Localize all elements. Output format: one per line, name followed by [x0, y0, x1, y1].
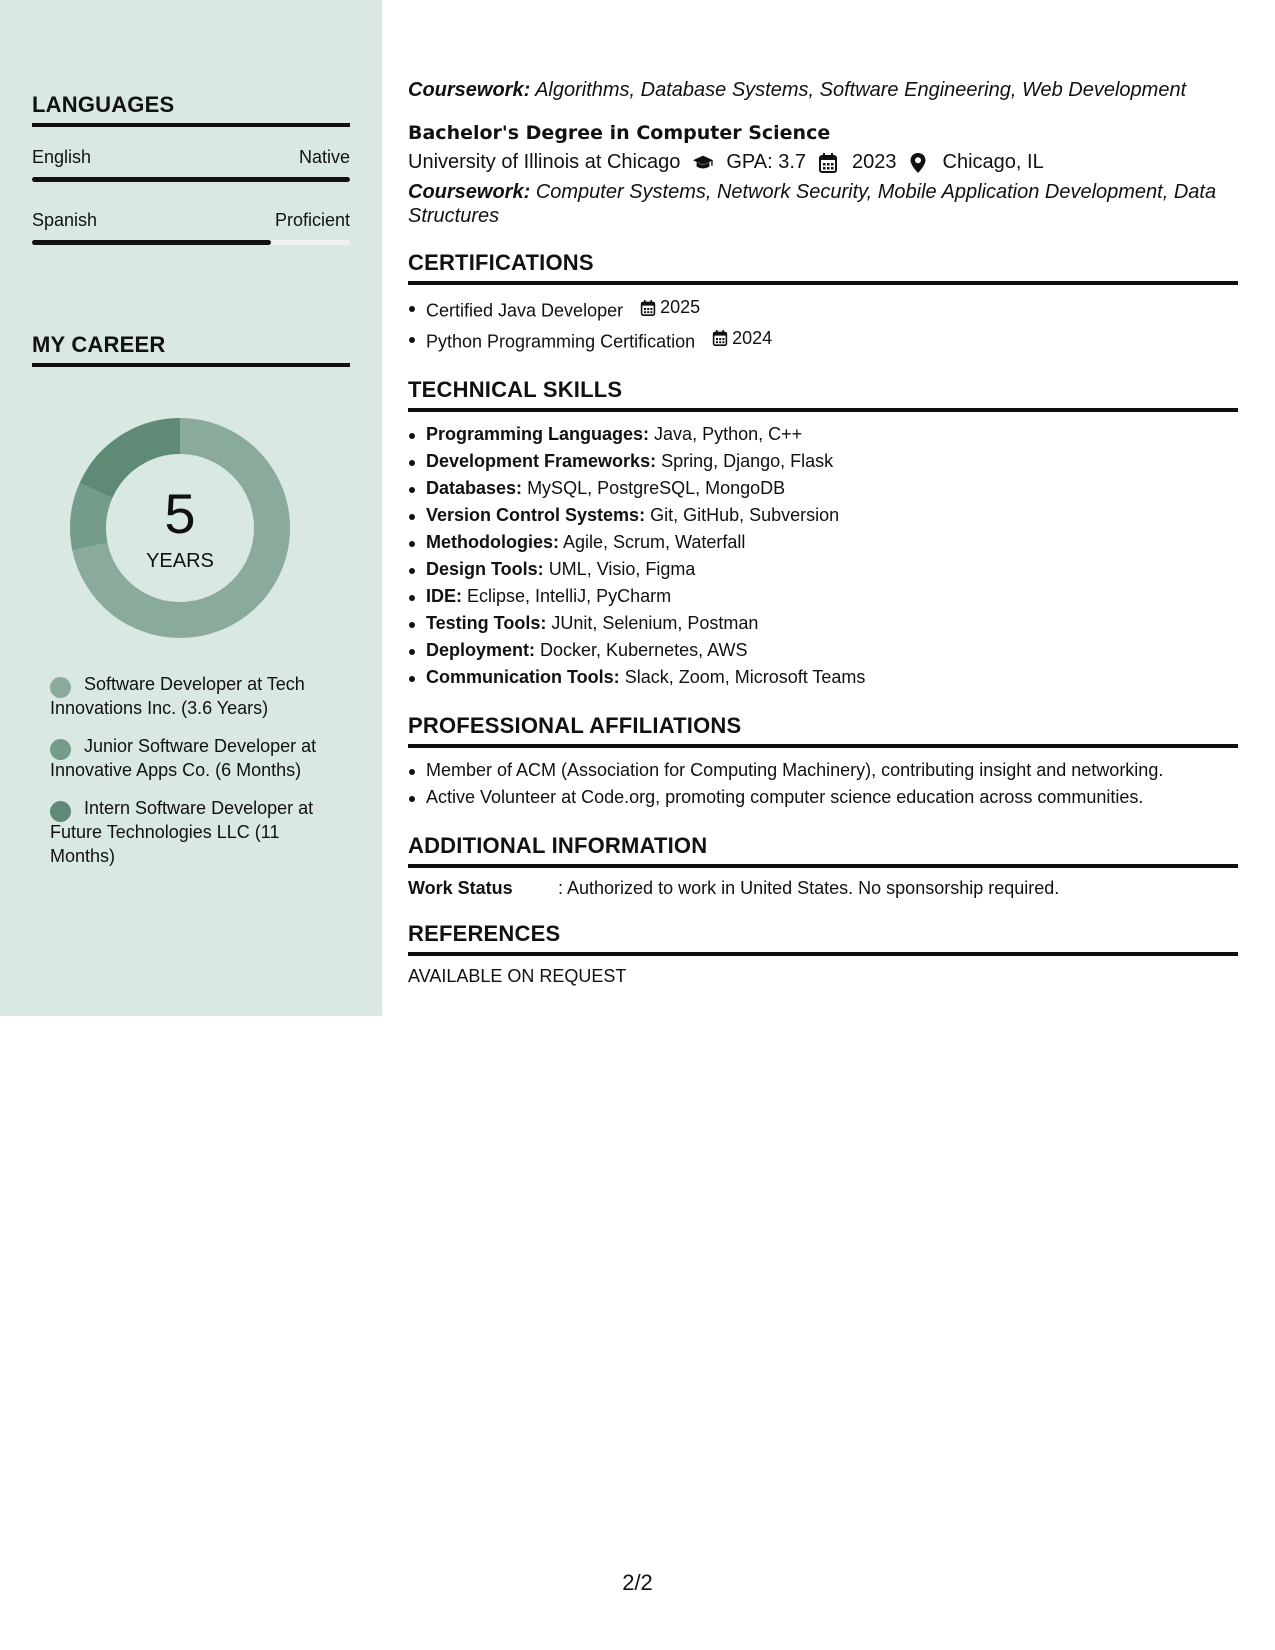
affiliation-item: Member of ACM (Association for Computing Machinery), contributing insight and networking.	[408, 757, 1238, 784]
coursework-text: Computer Systems, Network Security, Mobile Application Development, Data Structures	[408, 181, 1217, 227]
coursework-label: Coursework:	[408, 79, 531, 101]
skill-value: JUnit, Selenium, Postman	[551, 613, 759, 633]
sidebar	[0, 0, 382, 1016]
language-level-fill	[32, 240, 271, 245]
career-legend-label: Software Developer at Tech Innovations Inc. (3.6 Years)	[50, 674, 305, 718]
career-years-number: 5	[164, 482, 196, 545]
skill-label: Methodologies:	[426, 532, 559, 552]
coursework-label: Coursework:	[408, 181, 531, 203]
certifications-section	[408, 250, 1238, 355]
certifications-heading: CERTIFICATIONS	[408, 250, 1238, 285]
additional-info-heading: ADDITIONAL INFORMATION	[408, 833, 1238, 868]
skill-label: Development Frameworks:	[426, 451, 657, 471]
affiliation-item: Active Volunteer at Code.org, promoting computer science education across communities.	[408, 784, 1238, 811]
coursework-line	[408, 78, 1238, 102]
references-heading: REFERENCES	[408, 921, 1238, 956]
career-heading: MY CAREER	[32, 332, 350, 367]
legend-dot	[50, 739, 71, 760]
skill-value: Eclipse, IntelliJ, PyCharm	[467, 586, 672, 606]
graduation-cap-icon	[692, 152, 714, 174]
languages-heading: LANGUAGES	[32, 92, 350, 127]
career-years-label: YEARS	[146, 550, 214, 572]
language-name: Spanish	[32, 210, 98, 230]
references-text: AVAILABLE ON REQUEST	[408, 966, 627, 986]
work-status-value: : Authorized to work in United States. No sponsorship required.	[558, 878, 1060, 898]
skill-value: Git, GitHub, Subversion	[650, 505, 840, 525]
technical-skills-heading: TECHNICAL SKILLS	[408, 377, 1238, 412]
calendar-icon	[818, 152, 840, 174]
skill-item	[408, 421, 1238, 448]
donut-center	[64, 412, 296, 644]
skill-value: Docker, Kubernetes, AWS	[540, 640, 748, 660]
career-legend-label: Intern Software Developer at Future Technologies LLC (11 Months)	[50, 798, 314, 866]
language-name: English	[32, 147, 92, 167]
language-level-fill	[32, 177, 350, 182]
skill-value: Spring, Django, Flask	[661, 451, 834, 471]
certification-date	[712, 325, 772, 352]
language-level: Proficient	[274, 210, 350, 230]
career-legend-item	[50, 796, 340, 868]
legend-dot	[50, 677, 71, 698]
calendar-icon	[712, 329, 728, 347]
skill-label: Programming Languages:	[426, 424, 650, 444]
skill-value: Agile, Scrum, Waterfall	[563, 532, 746, 552]
university-name: University of Illinois at Chicago	[408, 151, 681, 173]
skill-item	[408, 556, 1238, 583]
education-details	[408, 151, 1238, 174]
page-number: 2/2	[622, 1570, 653, 1595]
career-legend-label: Junior Software Developer at Innovative Apps Co. (6 Months)	[50, 736, 317, 780]
language-level-bar	[32, 240, 350, 245]
certification-item	[408, 325, 1238, 356]
career-section	[32, 332, 350, 367]
language-item	[32, 210, 350, 245]
certification-year: 2024	[732, 327, 773, 348]
language-item	[32, 147, 350, 182]
work-status-row	[408, 878, 1238, 899]
references-section	[408, 921, 1238, 987]
additional-info-section	[408, 833, 1238, 899]
skill-item	[408, 664, 1238, 691]
skill-value: UML, Visio, Figma	[548, 559, 696, 579]
certification-name: Python Programming Certification	[426, 331, 696, 351]
skill-value: Slack, Zoom, Microsoft Teams	[624, 667, 866, 687]
skill-item	[408, 583, 1238, 610]
skill-value: MySQL, PostgreSQL, MongoDB	[527, 478, 786, 498]
location-text: Chicago, IL	[942, 151, 1044, 173]
calendar-icon	[640, 299, 656, 317]
skill-label: Design Tools:	[426, 559, 544, 579]
technical-skills-section	[408, 377, 1238, 691]
degree-title: Bachelor's Degree in Computer Science	[408, 122, 831, 144]
skill-value: Java, Python, C++	[654, 424, 803, 444]
career-donut-chart	[64, 412, 296, 644]
skill-label: IDE:	[426, 586, 462, 606]
skill-item	[408, 610, 1238, 637]
language-level-bar	[32, 177, 350, 182]
career-legend-item	[50, 672, 340, 720]
certification-item	[408, 294, 1238, 325]
language-level: Native	[298, 147, 350, 167]
skill-label: Version Control Systems:	[426, 505, 646, 525]
certification-name: Certified Java Developer	[426, 300, 624, 321]
gpa-text: GPA: 3.7	[726, 151, 807, 173]
skills-list	[408, 421, 1238, 691]
graduation-year: 2023	[852, 151, 897, 173]
skill-label: Databases:	[426, 478, 523, 498]
legend-dot	[50, 801, 71, 822]
coursework-text: Algorithms, Database Systems, Software Engineering, Web Development	[535, 79, 1187, 101]
skill-item	[408, 475, 1238, 502]
skill-item	[408, 448, 1238, 475]
skill-item	[408, 502, 1238, 529]
affiliations-heading: PROFESSIONAL AFFILIATIONS	[408, 713, 1238, 748]
affiliations-section	[408, 713, 1238, 811]
affiliations-list	[408, 757, 1238, 811]
main-content	[408, 78, 1238, 987]
certifications-list	[408, 294, 1238, 355]
skill-item	[408, 529, 1238, 556]
skill-label: Testing Tools:	[426, 613, 547, 633]
career-legend-item	[50, 734, 340, 782]
coursework-line	[408, 180, 1238, 228]
work-status-label: Work Status	[408, 878, 513, 898]
location-pin-icon	[909, 152, 931, 174]
skill-label: Deployment:	[426, 640, 536, 660]
skill-item	[408, 637, 1238, 664]
skill-label: Communication Tools:	[426, 667, 620, 687]
certification-date	[640, 294, 700, 321]
career-legend	[50, 672, 340, 882]
languages-section	[32, 92, 350, 245]
certification-year: 2025	[660, 297, 701, 317]
